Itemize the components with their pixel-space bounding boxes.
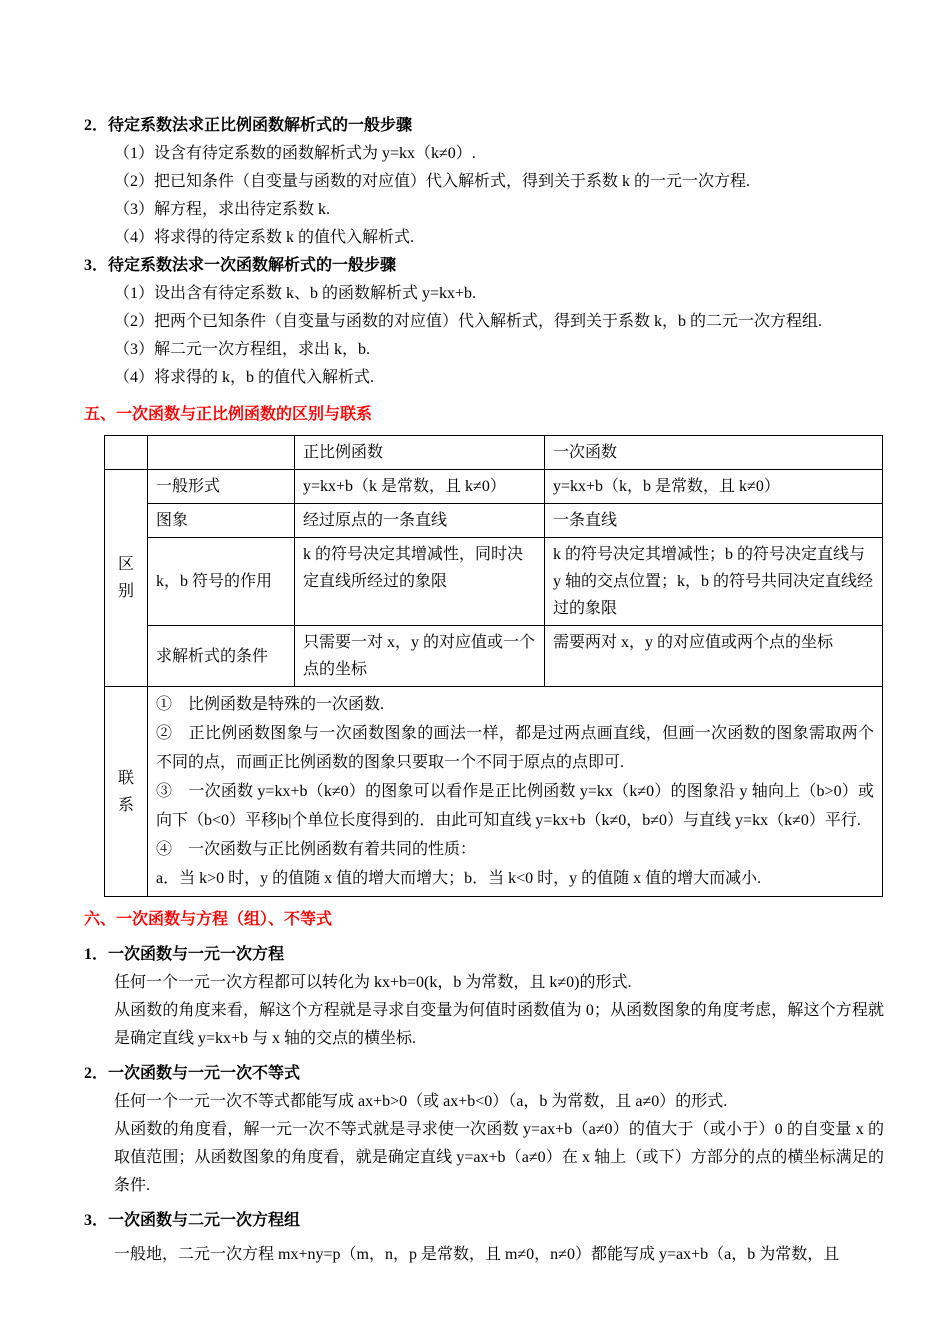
section-6-3-title: 3．一次函数与二元一次方程组	[84, 1212, 301, 1229]
group-label-difference: 区别	[105, 470, 148, 687]
section-3-title: 3．待定系数法求一次函数解析式的一般步骤	[84, 257, 397, 274]
step-item: （3）解方程，求出待定系数 k.	[114, 201, 331, 218]
paragraph: 任何一个一元一次不等式都能写成 ax+b>0（或 ax+b<0）（a，b 为常数，且 a≠0）的形式.	[114, 1093, 728, 1110]
row-label: 一般形式	[148, 470, 295, 504]
header-empty-cell	[105, 436, 148, 470]
table-header-row	[105, 436, 883, 470]
paragraph: 任何一个一元一次方程都可以转化为 kx+b=0(k，b 为常数，且 k≠0)的形式.	[114, 974, 632, 991]
step-item: （2）把已知条件（自变量与函数的对应值）代入解析式，得到关于系数 k 的一元一次方程.	[114, 173, 751, 190]
connection-line: ① 比例函数是特殊的一次函数.	[156, 696, 385, 713]
section-6-2-title: 2．一次函数与一元一次不等式	[84, 1065, 301, 1082]
cell-proportional: 只需要一对 x，y 的对应值或一个点的坐标	[295, 626, 545, 687]
table-row	[105, 504, 883, 538]
section-6-1-title: 1．一次函数与一元一次方程	[84, 946, 285, 963]
step-item: （4）将求得的待定系数 k 的值代入解析式.	[114, 229, 415, 246]
section-2-steps	[84, 140, 884, 252]
cell-linear: y=kx+b（k，b 是常数，且 k≠0）	[545, 470, 883, 504]
cell-proportional: y=kx+b（k 是常数，且 k≠0）	[295, 470, 545, 504]
connection-line: ② 正比例函数图象与一次函数图象的画法一样，都是过两点画直线，但画一次函数的图象需取两个不同的点，而画正比例函数的图象只要取一个不同于原点的点即可.	[156, 725, 874, 771]
connection-line: ③ 一次函数 y=kx+b（k≠0）的图象可以看作是正比例函数 y=kx（k≠0）的图象沿 y 轴向上（b>0）或向下（b<0）平移|b|个单位长度得到的．由此可知直线 y=kx+b（k≠0，b≠0）与直线 y=kx（k≠0）平行.	[156, 783, 874, 829]
header-linear: 一次函数	[545, 436, 883, 470]
step-item: （1）设含有待定系数的函数解析式为 y=kx（k≠0）.	[114, 145, 476, 162]
connection-content	[148, 687, 883, 897]
table-row	[105, 538, 883, 626]
table-row	[105, 470, 883, 504]
row-label: 求解析式的条件	[148, 626, 295, 687]
connection-line: ④ 一次函数与正比例函数有着共同的性质：	[156, 841, 477, 858]
table-connection-row	[105, 687, 883, 897]
paragraph: 一般地，二元一次方程 mx+ny=p（m，n，p 是常数，且 m≠0，n≠0）都能写成 y=ax+b（a，b 为常数，且	[114, 1246, 840, 1263]
cell-proportional: k 的符号决定其增减性，同时决定直线所经过的象限	[295, 538, 545, 626]
paragraph: 从函数的角度看，解一元一次不等式就是寻求使一次函数 y=ax+b（a≠0）的值大于（或小于）0 的自变量 x 的取值范围；从函数图象的角度看，就是确定直线 y=ax+b（a≠0）在 x 轴上（或下）方部分的点的横坐标满足的条件.	[114, 1121, 884, 1194]
step-item: （4）将求得的 k，b 的值代入解析式.	[114, 369, 375, 386]
section-3-steps	[84, 280, 884, 392]
section-6-title: 六、一次函数与方程（组）、不等式	[84, 911, 333, 928]
cell-linear: 一条直线	[545, 504, 883, 538]
comparison-table	[104, 435, 883, 897]
connection-line: a．当 k>0 时，y 的值随 x 值的增大而增大；b．当 k<0 时，y 的值随 x 值的增大而减小.	[156, 870, 762, 887]
header-empty-cell	[148, 436, 295, 470]
group-label-connection: 联系	[105, 687, 148, 897]
table-row	[105, 626, 883, 687]
section-5-title: 五、一次函数与正比例函数的区别与联系	[84, 406, 373, 423]
row-label: k，b 符号的作用	[148, 538, 295, 626]
header-proportional: 正比例函数	[295, 436, 545, 470]
section-2-title: 2．待定系数法求正比例函数解析式的一般步骤	[84, 117, 413, 134]
step-item: （1）设出含有待定系数 k、b 的函数解析式 y=kx+b.	[114, 285, 477, 302]
cell-linear: 需要两对 x，y 的对应值或两个点的坐标	[545, 626, 883, 687]
paragraph: 从函数的角度来看，解这个方程就是寻求自变量为何值时函数值为 0；从函数图象的角度考虑，解这个方程就是确定直线 y=kx+b 与 x 轴的交点的横坐标.	[114, 1002, 884, 1047]
step-item: （2）把两个已知条件（自变量与函数的对应值）代入解析式，得到关于系数 k，b 的二元一次方程组.	[114, 313, 823, 330]
cell-proportional: 经过原点的一条直线	[295, 504, 545, 538]
cell-linear: k 的符号决定其增减性；b 的符号决定直线与 y 轴的交点位置；k，b 的符号共同决定直线经过的象限	[545, 538, 883, 626]
step-item: （3）解二元一次方程组，求出 k，b.	[114, 341, 371, 358]
row-label: 图象	[148, 504, 295, 538]
